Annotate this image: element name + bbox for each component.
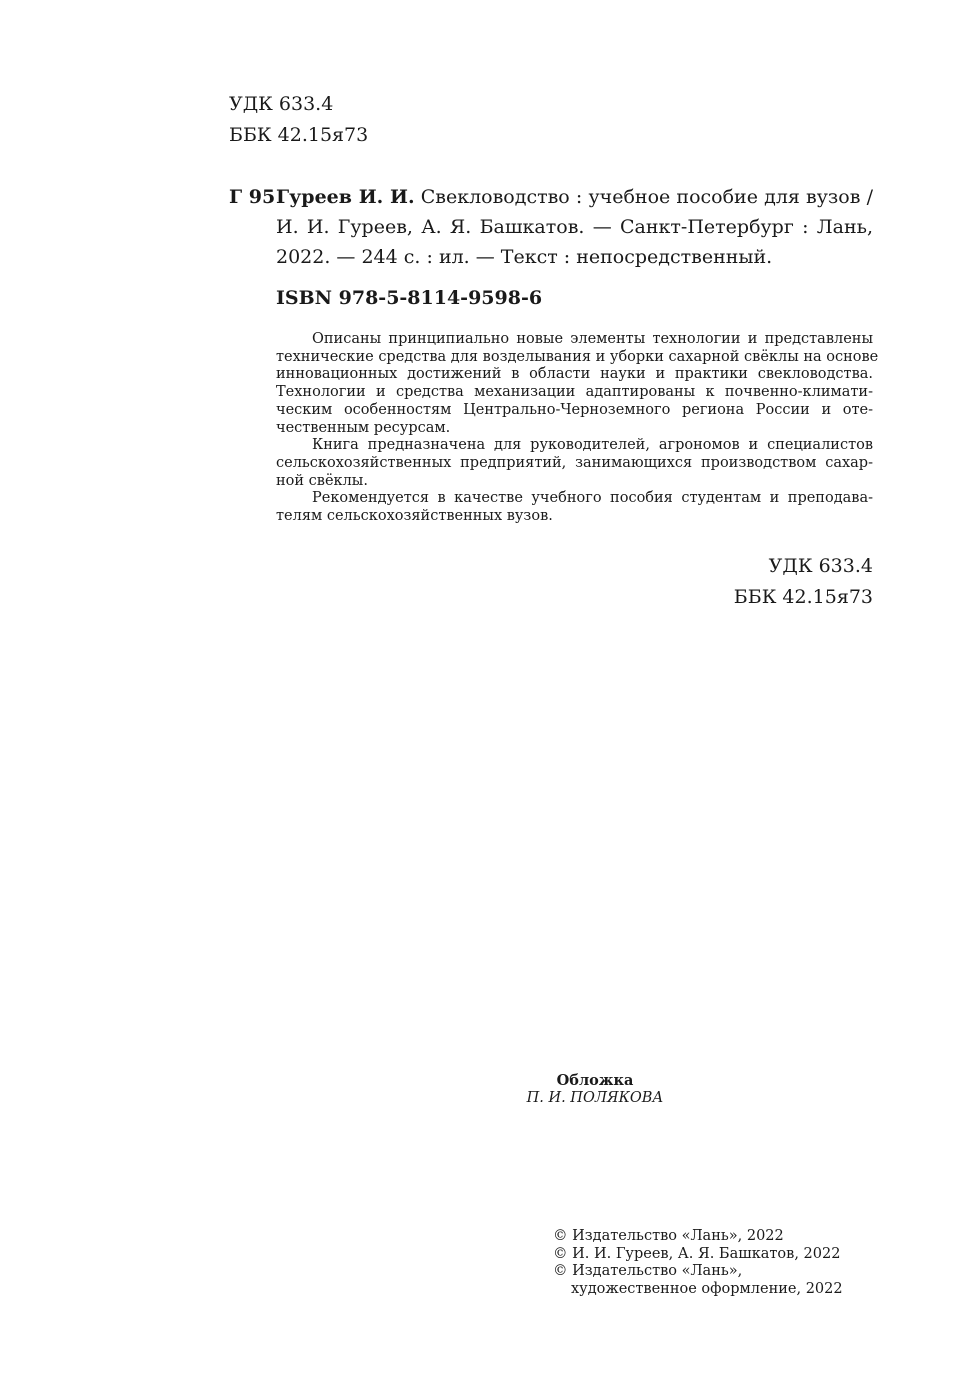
annotation-line: сельскохозяйственных предприятий, занимающихся производством сахар- [276, 454, 873, 471]
annotation-line: технические средства для возделывания и уборки сахарной свёклы на основе [276, 348, 879, 365]
cover-credit [480, 1072, 710, 1107]
bib-line-3: 2022. — 244 с. : ил. — Текст : непосредственный. [276, 246, 773, 268]
classification-bottom [734, 551, 873, 613]
annotation [276, 331, 879, 526]
annotation-line: ческим особенностям Центрально-Черноземного региона России и оте- [276, 401, 873, 418]
copyright-line: художественное оформление, 2022 [571, 1280, 843, 1297]
annotation-line: инновационных достижений в области науки и практики свекловодства. [276, 366, 873, 383]
copyright-line: © И. И. Гуреев, А. Я. Башкатов, 2022 [553, 1245, 841, 1262]
bib-title: Свекловодство : учебное пособие для вузов / [414, 186, 873, 208]
annotation-line: Рекомендуется в качестве учебного пособия студентам и преподава- [312, 490, 873, 507]
classification-top [229, 89, 368, 151]
cover-author: П. И. ПОЛЯКОВА [526, 1089, 664, 1106]
annotation-line: Книга предназначена для руководителей, агрономов и специалистов [312, 437, 873, 454]
annotation-line: телям сельскохозяйственных вузов. [276, 508, 553, 525]
bib-line-1 [276, 182, 873, 212]
bibliographic-record [276, 182, 873, 272]
author-mark: Г 95 [229, 186, 276, 208]
copyright-line: © Издательство «Лань», [553, 1263, 743, 1279]
cover-label: Обложка [556, 1072, 634, 1089]
copyright-line: © Издательство «Лань», 2022 [553, 1228, 784, 1244]
udk-code: УДК 633.4 [229, 93, 334, 115]
bib-line-2: И. И. Гуреев, А. Я. Башкатов. — Санкт-Петербург : Лань, [276, 216, 873, 238]
annotation-line: чественным ресурсам. [276, 419, 451, 436]
annotation-line: Технологии и средства механизации адаптированы к почвенно-климати- [276, 384, 873, 401]
annotation-line: ной свёклы. [276, 472, 368, 489]
annotation-line: Описаны принципиально новые элементы технологии и представлены [312, 331, 873, 347]
copyright-block [553, 1228, 843, 1298]
isbn: ISBN 978-5-8114-9598-6 [276, 287, 543, 309]
bbk-code: ББК 42.15я73 [733, 586, 873, 608]
bib-author: Гуреев И. И. [276, 186, 415, 208]
udk-code: УДК 633.4 [768, 555, 873, 577]
bbk-code: ББК 42.15я73 [229, 124, 369, 146]
